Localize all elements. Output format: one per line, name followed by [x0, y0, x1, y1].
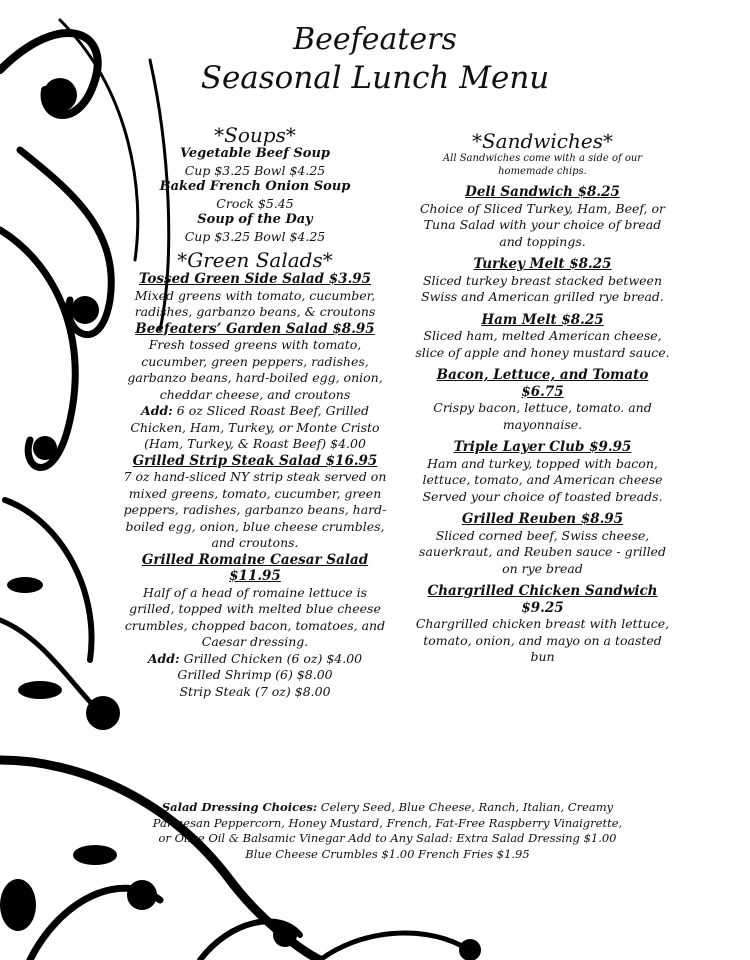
- sandwich-description: Sliced ham, melted American cheese, slice of apple and honey mustard sauce.: [415, 328, 670, 360]
- menu-title: Seasonal Lunch Menu: [200, 60, 550, 96]
- add-label: Add:: [147, 650, 180, 666]
- left-column: [120, 124, 390, 700]
- soup-name: Vegetable Beef Soup: [179, 146, 331, 161]
- salad-description: Half of a head of romaine lettuce is grilled, topped with melted blue cheese crumbles, chopped bacon, tomatoes, and Caesar dressing.: [124, 584, 386, 649]
- salad-add-on: Grilled Shrimp (6) $8.00: [177, 667, 333, 682]
- salad-add-ons: [120, 403, 390, 453]
- sandwich-name: Turkey Melt $8.25: [473, 256, 612, 272]
- sandwich-description: Choice of Sliced Turkey, Ham, Beef, or Tuna Salad with your choice of bread and toppings.: [419, 200, 665, 249]
- salad-add-on: Strip Steak (7 oz) $8.00: [179, 683, 331, 699]
- sandwiches-note: All Sandwiches come with a side of our homemade chips.: [442, 153, 643, 177]
- sandwiches-heading: *Sandwiches*: [471, 129, 613, 153]
- sandwich-description: Crispy bacon, lettuce, tomato. and mayonnaise.: [433, 400, 652, 432]
- salad-name: Beefeaters’ Garden Salad $8.95: [135, 320, 375, 337]
- sandwich-description: Ham and turkey, topped with bacon, lettuce, tomato, and American cheese Served your choice of toasted breads.: [422, 455, 663, 504]
- soup-price: Cup $3.25 Bowl $4.25: [184, 228, 326, 244]
- sandwich-description: Sliced corned beef, Swiss cheese, sauerkraut, and Reuben sauce - grilled on rye bread: [419, 527, 666, 576]
- soup-name: Baked French Onion Soup: [159, 179, 351, 194]
- salad-dressing-choices: [150, 800, 625, 862]
- add-text: 6 oz Sliced Roast Beef, Grilled Chicken, Ham, Turkey, or Monte Cristo (Ham, Turkey, & Roast Beef) $4.00: [130, 403, 380, 451]
- soup-price: Cup $3.25 Bowl $4.25: [184, 162, 326, 178]
- sandwich-name: Deli Sandwich $8.25: [465, 184, 620, 200]
- footer-text: Celery Seed, Blue Cheese, Ranch, Italian, Creamy Parmesan Peppercorn, Honey Mustard, French, Fat-Free Raspberry Vinaigrette, or Olive Oil & Balsamic Vinegar Add to Any Salad: Extra Salad Dressing $1.00 Blue Cheese Crumbles $1.00 French Fries $1.95: [152, 800, 623, 861]
- sandwich-name: Triple Layer Club $9.95: [453, 439, 632, 455]
- add-text: Grilled Chicken (6 oz) $4.00: [179, 650, 363, 666]
- soup-price: Crock $5.45: [216, 195, 294, 211]
- add-label: Add:: [141, 403, 173, 418]
- sandwich-description: Chargrilled chicken breast with lettuce, tomato, onion, and mayo on a toasted bun: [415, 616, 670, 664]
- footer-label: Salad Dressing Choices:: [161, 800, 318, 814]
- salad-description: Mixed greens with tomato, cucumber, radishes, garbanzo beans, & croutons: [134, 287, 376, 319]
- sandwich-name: Ham Melt $8.25: [481, 311, 604, 328]
- salad-description: 7 oz hand-sliced NY strip steak served on mixed greens, tomato, cucumber, green peppers, radishes, garbanzo beans, hard-boiled egg, onion, blue cheese crumbles, and croutons.: [123, 469, 387, 550]
- sandwich-name: Bacon, Lettuce, and Tomato $6.75: [436, 367, 649, 400]
- sandwich-name: Grilled Reuben $8.95: [461, 511, 624, 527]
- soup-name: Soup of the Day: [197, 212, 313, 227]
- salad-price: $11.95: [229, 568, 281, 584]
- salad-add-ons: [120, 651, 390, 668]
- salad-name: Tossed Green Side Salad $3.95: [138, 271, 372, 287]
- restaurant-name: Beefeaters: [293, 22, 457, 57]
- salads-heading: *Green Salads*: [177, 248, 333, 272]
- sandwich-name: Chargrilled Chicken Sandwich: [427, 583, 658, 599]
- salad-name: Grilled Strip Steak Salad $16.95: [132, 452, 378, 469]
- right-column: [415, 130, 670, 666]
- salad-name: Grilled Romaine Caesar Salad: [141, 551, 369, 568]
- sandwich-description: Sliced turkey breast stacked between Swiss and American grilled rye bread.: [421, 272, 664, 304]
- sandwich-price: $9.25: [521, 599, 564, 616]
- salad-description: Fresh tossed greens with tomato, cucumber, green peppers, radishes, garbanzo beans, hard-boiled egg, onion, cheddar cheese, and croutons: [127, 337, 383, 402]
- soups-heading: *Soups*: [214, 123, 296, 147]
